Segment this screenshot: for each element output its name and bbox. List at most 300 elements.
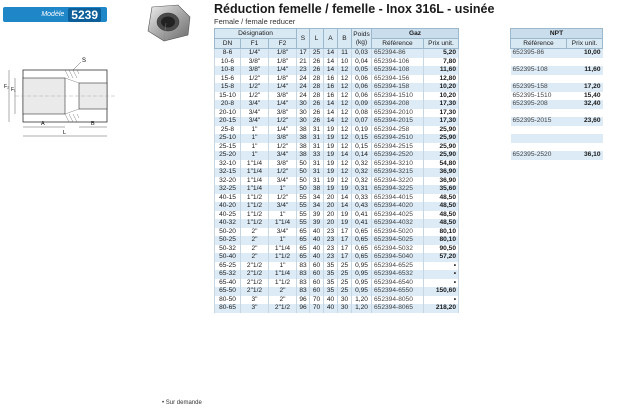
cell-a: 35 <box>324 279 338 288</box>
cell-f1: 2" <box>241 253 269 262</box>
cell-dn: 40-20 <box>215 202 241 211</box>
cell-b: 12 <box>338 75 352 84</box>
cell-price: • <box>424 262 459 271</box>
model-badge <box>3 7 107 22</box>
cell-f2: 3/4" <box>269 202 297 211</box>
cell-price: 48,50 <box>424 219 459 228</box>
cell-l: 60 <box>310 287 324 296</box>
table-row <box>215 219 459 228</box>
table-row <box>215 262 459 271</box>
table-row <box>215 168 459 177</box>
cell-price: 17,30 <box>424 109 459 118</box>
designation-header: Désignation <box>215 29 297 39</box>
gaz-price-header: Prix unit. <box>424 39 459 49</box>
table-row <box>215 100 459 109</box>
cell-b: 30 <box>338 304 352 313</box>
cell-price: 48,50 <box>424 211 459 220</box>
npt-cell-price <box>567 58 603 67</box>
table-row <box>215 270 459 279</box>
cell-price: 17,30 <box>424 100 459 109</box>
cell-f2: 1/4" <box>269 66 297 75</box>
cell-price: 7,80 <box>424 58 459 67</box>
cell-a: 14 <box>324 100 338 109</box>
cell-reference: 652394-4025 <box>372 211 424 220</box>
cell-s: 50 <box>297 160 310 169</box>
cell-poids: 0,95 <box>352 270 372 279</box>
technical-drawing <box>3 56 121 142</box>
cell-b: 17 <box>338 236 352 245</box>
cell-f1: 2"1/2 <box>241 279 269 288</box>
table-row <box>215 83 459 92</box>
cell-l: 25 <box>310 49 324 58</box>
cell-f2: 1/8" <box>269 75 297 84</box>
npt-cell-reference: 652395-158 <box>511 83 567 92</box>
cell-l: 28 <box>310 92 324 101</box>
cell-dn: 32-15 <box>215 168 241 177</box>
cell-f2: 2"1/2 <box>269 304 297 313</box>
cell-l: 26 <box>310 117 324 126</box>
npt-row <box>511 100 603 109</box>
npt-row <box>511 143 603 152</box>
cell-poids: 0,15 <box>352 134 372 143</box>
cell-poids: 0,09 <box>352 100 372 109</box>
cell-dn: 50-25 <box>215 236 241 245</box>
cell-f2: 1"1/4 <box>269 245 297 254</box>
cell-reference: 652394-8065 <box>372 304 424 313</box>
cell-l: 34 <box>310 194 324 203</box>
cell-a: 23 <box>324 236 338 245</box>
cell-dn: 25-10 <box>215 134 241 143</box>
cell-a: 19 <box>324 151 338 160</box>
cell-dn: 80-50 <box>215 296 241 305</box>
cell-s: 50 <box>297 168 310 177</box>
npt-row <box>511 151 603 160</box>
cell-l: 39 <box>310 211 324 220</box>
s-label: S <box>82 58 87 64</box>
cell-a: 19 <box>324 134 338 143</box>
cell-l: 28 <box>310 75 324 84</box>
cell-s: 50 <box>297 177 310 186</box>
cell-f1: 1/2" <box>241 75 269 84</box>
npt-row <box>511 83 603 92</box>
cell-dn: 50-40 <box>215 253 241 262</box>
cell-a: 35 <box>324 262 338 271</box>
cell-reference: 652394-5020 <box>372 228 424 237</box>
cell-dn: 65-50 <box>215 287 241 296</box>
table-row <box>215 92 459 101</box>
cell-price: 5,20 <box>424 49 459 58</box>
cell-f2: 1/4" <box>269 83 297 92</box>
product-photo <box>138 3 198 43</box>
cell-f2: 3/4" <box>269 228 297 237</box>
cell-b: 17 <box>338 228 352 237</box>
npt-cell-price: 11,60 <box>567 66 603 75</box>
cell-poids: 0,03 <box>352 49 372 58</box>
cell-poids: 0,65 <box>352 253 372 262</box>
npt-row <box>511 134 603 143</box>
cell-price: 25,90 <box>424 143 459 152</box>
cell-dn: 32-10 <box>215 160 241 169</box>
cell-reference: 652394-6550 <box>372 287 424 296</box>
cell-price: 11,60 <box>424 66 459 75</box>
cell-poids: 0,95 <box>352 279 372 288</box>
table-row <box>215 177 459 186</box>
cell-s: 21 <box>297 58 310 67</box>
poids-header: Poids (kg) <box>352 29 372 49</box>
npt-price-header: Prix unit. <box>567 39 603 49</box>
cell-f1: 3" <box>241 296 269 305</box>
cell-l: 26 <box>310 66 324 75</box>
npt-cell-reference <box>511 143 567 152</box>
a-label: A <box>41 121 45 127</box>
cell-reference: 652394-3220 <box>372 177 424 186</box>
cell-f1: 3/4" <box>241 100 269 109</box>
cell-dn: 15-10 <box>215 92 241 101</box>
cell-s: 30 <box>297 109 310 118</box>
table-row <box>215 49 459 58</box>
cell-dn: 15-8 <box>215 83 241 92</box>
cell-reference: 652394-6540 <box>372 279 424 288</box>
b-header: B <box>338 29 352 49</box>
cell-l: 40 <box>310 228 324 237</box>
cell-a: 35 <box>324 287 338 296</box>
cell-b: 12 <box>338 143 352 152</box>
cell-f2: 1" <box>269 211 297 220</box>
table-row <box>215 151 459 160</box>
cell-poids: 0,32 <box>352 177 372 186</box>
cell-reference: 652394-2510 <box>372 134 424 143</box>
cell-a: 40 <box>324 304 338 313</box>
cell-a: 20 <box>324 211 338 220</box>
cell-a: 16 <box>324 83 338 92</box>
cell-dn: 25-20 <box>215 151 241 160</box>
npt-cell-reference: 652395-2520 <box>511 151 567 160</box>
cell-a: 20 <box>324 219 338 228</box>
cell-dn: 40-15 <box>215 194 241 203</box>
cell-f2: 1" <box>269 262 297 271</box>
cell-a: 23 <box>324 253 338 262</box>
cell-b: 14 <box>338 202 352 211</box>
cell-reference: 652394-158 <box>372 83 424 92</box>
cell-reference: 652394-2515 <box>372 143 424 152</box>
f2-header: F2 <box>269 39 297 49</box>
cell-b: 12 <box>338 160 352 169</box>
cell-f2: 1/2" <box>269 168 297 177</box>
cell-reference: 652394-4015 <box>372 194 424 203</box>
cell-s: 83 <box>297 262 310 271</box>
cell-poids: 0,05 <box>352 66 372 75</box>
npt-reference-header: Référence <box>511 39 567 49</box>
cell-l: 31 <box>310 168 324 177</box>
cell-price: 48,50 <box>424 194 459 203</box>
npt-cell-reference <box>511 109 567 118</box>
cell-b: 30 <box>338 296 352 305</box>
cell-l: 31 <box>310 177 324 186</box>
cell-f1: 1" <box>241 151 269 160</box>
cell-f1: 1"1/4 <box>241 168 269 177</box>
cell-poids: 0,95 <box>352 287 372 296</box>
cell-poids: 0,15 <box>352 143 372 152</box>
cell-f2: 2" <box>269 287 297 296</box>
cell-l: 38 <box>310 185 324 194</box>
cell-s: 55 <box>297 194 310 203</box>
cell-f1: 1"1/2 <box>241 194 269 203</box>
table-row <box>215 134 459 143</box>
cell-l: 70 <box>310 304 324 313</box>
s-header: S <box>297 29 310 49</box>
npt-row <box>511 75 603 84</box>
npt-row <box>511 49 603 58</box>
cell-dn: 65-40 <box>215 279 241 288</box>
cell-f1: 1/4" <box>241 49 269 58</box>
cell-price: 90,50 <box>424 245 459 254</box>
cell-s: 30 <box>297 100 310 109</box>
cell-s: 83 <box>297 279 310 288</box>
table-row <box>215 236 459 245</box>
cell-b: 12 <box>338 177 352 186</box>
cell-l: 26 <box>310 109 324 118</box>
cell-dn: 32-25 <box>215 185 241 194</box>
cell-a: 23 <box>324 228 338 237</box>
cell-b: 17 <box>338 245 352 254</box>
cell-reference: 652394-3215 <box>372 168 424 177</box>
cell-s: 55 <box>297 219 310 228</box>
cell-l: 40 <box>310 245 324 254</box>
cell-reference: 652394-3210 <box>372 160 424 169</box>
cell-l: 39 <box>310 219 324 228</box>
b-label: B <box>91 121 95 127</box>
npt-row <box>511 58 603 67</box>
cell-poids: 0,41 <box>352 219 372 228</box>
cell-l: 60 <box>310 270 324 279</box>
cell-f2: 1/8" <box>269 49 297 58</box>
cell-a: 20 <box>324 202 338 211</box>
page-subtitle: Female / female reducer <box>214 17 296 26</box>
cell-a: 23 <box>324 245 338 254</box>
cell-dn: 40-25 <box>215 211 241 220</box>
cell-b: 12 <box>338 100 352 109</box>
npt-cell-reference: 652395-2015 <box>511 117 567 126</box>
cell-a: 19 <box>324 143 338 152</box>
cell-reference: 652394-6525 <box>372 262 424 271</box>
cell-b: 12 <box>338 109 352 118</box>
table-row <box>215 202 459 211</box>
table-row <box>215 109 459 118</box>
model-number: 5239 <box>68 8 101 22</box>
cell-b: 12 <box>338 126 352 135</box>
cell-f1: 3/4" <box>241 117 269 126</box>
cell-dn: 20-10 <box>215 109 241 118</box>
npt-row <box>511 109 603 118</box>
cell-price: 48,50 <box>424 202 459 211</box>
cell-poids: 0,32 <box>352 160 372 169</box>
cell-f2: 1"1/2 <box>269 253 297 262</box>
npt-cell-price: 23,60 <box>567 117 603 126</box>
cell-b: 25 <box>338 262 352 271</box>
f2-label: F₂ <box>4 84 9 90</box>
npt-cell-reference: 652395-108 <box>511 66 567 75</box>
cell-dn: 65-32 <box>215 270 241 279</box>
cell-l: 60 <box>310 279 324 288</box>
cell-s: 83 <box>297 270 310 279</box>
cell-reference: 652394-6532 <box>372 270 424 279</box>
table-row <box>215 58 459 67</box>
cell-f2: 1" <box>269 236 297 245</box>
cell-f2: 1" <box>269 185 297 194</box>
cell-b: 10 <box>338 58 352 67</box>
l-label: L <box>63 130 67 136</box>
cell-price: 25,90 <box>424 126 459 135</box>
cell-reference: 652394-2520 <box>372 151 424 160</box>
table-row <box>215 287 459 296</box>
cell-s: 17 <box>297 49 310 58</box>
npt-row <box>511 92 603 101</box>
cell-poids: 0,04 <box>352 58 372 67</box>
npt-cell-price <box>567 75 603 84</box>
cell-f2: 3/8" <box>269 160 297 169</box>
cell-l: 60 <box>310 262 324 271</box>
cell-f1: 2" <box>241 245 269 254</box>
npt-row <box>511 66 603 75</box>
cell-a: 40 <box>324 296 338 305</box>
cell-dn: 10-8 <box>215 66 241 75</box>
cell-f2: 3/8" <box>269 134 297 143</box>
dn-header: DN <box>215 39 241 49</box>
cell-b: 12 <box>338 134 352 143</box>
cell-price: • <box>424 270 459 279</box>
cell-f1: 2"1/2 <box>241 287 269 296</box>
cell-poids: 0,65 <box>352 228 372 237</box>
table-row <box>215 117 459 126</box>
cell-f1: 1"1/2 <box>241 219 269 228</box>
cell-f1: 1"1/4 <box>241 185 269 194</box>
cell-dn: 32-20 <box>215 177 241 186</box>
cell-reference: 652394-208 <box>372 100 424 109</box>
npt-header: NPT <box>511 29 603 39</box>
cell-l: 40 <box>310 236 324 245</box>
cell-poids: 0,31 <box>352 185 372 194</box>
cell-reference: 652394-4032 <box>372 219 424 228</box>
a-header: A <box>324 29 338 49</box>
cell-s: 65 <box>297 236 310 245</box>
npt-cell-price <box>567 143 603 152</box>
cell-s: 24 <box>297 83 310 92</box>
cell-l: 31 <box>310 126 324 135</box>
cell-f1: 2" <box>241 236 269 245</box>
l-header: L <box>310 29 324 49</box>
cell-f1: 3/8" <box>241 66 269 75</box>
table-row <box>215 211 459 220</box>
cell-f1: 2"1/2 <box>241 270 269 279</box>
cell-b: 11 <box>338 49 352 58</box>
cell-reference: 652394-4020 <box>372 202 424 211</box>
cell-price: 25,90 <box>424 151 459 160</box>
cell-reference: 652394-2010 <box>372 109 424 118</box>
cell-b: 17 <box>338 253 352 262</box>
cell-f2: 1"1/4 <box>269 219 297 228</box>
cell-price: 35,60 <box>424 185 459 194</box>
cell-b: 19 <box>338 185 352 194</box>
cell-reference: 652394-8050 <box>372 296 424 305</box>
cell-a: 19 <box>324 160 338 169</box>
cell-s: 30 <box>297 117 310 126</box>
cell-f2: 3/8" <box>269 109 297 118</box>
cell-l: 26 <box>310 100 324 109</box>
cell-a: 14 <box>324 49 338 58</box>
cell-poids: 0,07 <box>352 117 372 126</box>
cell-l: 28 <box>310 83 324 92</box>
npt-cell-reference <box>511 126 567 135</box>
table-row <box>215 126 459 135</box>
cell-f2: 1"1/2 <box>269 279 297 288</box>
cell-poids: 0,32 <box>352 168 372 177</box>
cell-b: 25 <box>338 287 352 296</box>
cell-f1: 1" <box>241 143 269 152</box>
table-row <box>215 160 459 169</box>
cell-f1: 1" <box>241 134 269 143</box>
cell-f1: 1"1/2 <box>241 202 269 211</box>
cell-reference: 652394-3225 <box>372 185 424 194</box>
cell-price: 12,80 <box>424 75 459 84</box>
npt-cell-price: 15,40 <box>583 91 601 99</box>
table-row <box>215 66 459 75</box>
cell-a: 20 <box>324 194 338 203</box>
cell-a: 16 <box>324 92 338 101</box>
cell-price: 150,60 <box>424 287 459 296</box>
cell-price: 80,10 <box>424 228 459 237</box>
cell-b: 12 <box>338 92 352 101</box>
cell-price: 25,90 <box>424 134 459 143</box>
footnote: • Sur demande <box>162 400 202 406</box>
cell-price: 10,20 <box>424 83 459 92</box>
cell-l: 70 <box>310 296 324 305</box>
cell-s: 23 <box>297 66 310 75</box>
page-title: Réduction femelle / femelle - Inox 316L - usinée <box>214 2 495 16</box>
cell-s: 55 <box>297 202 310 211</box>
cell-s: 65 <box>297 228 310 237</box>
table-row <box>215 228 459 237</box>
table-row <box>215 296 459 305</box>
cell-poids: 0,06 <box>352 83 372 92</box>
cell-f2: 1/8" <box>269 58 297 67</box>
cell-reference: 652394-156 <box>372 75 424 84</box>
cell-s: 96 <box>297 296 310 305</box>
cell-s: 50 <box>297 185 310 194</box>
cell-s: 38 <box>297 126 310 135</box>
cell-s: 96 <box>297 304 310 313</box>
cell-a: 35 <box>324 270 338 279</box>
cell-s: 65 <box>297 245 310 254</box>
cell-reference: 652394-1510 <box>372 92 424 101</box>
cell-b: 19 <box>338 219 352 228</box>
f1-label: F₁ <box>11 87 16 93</box>
cell-poids: 0,65 <box>352 245 372 254</box>
cell-a: 14 <box>324 58 338 67</box>
cell-reference: 652394-106 <box>372 58 424 67</box>
table-row <box>215 143 459 152</box>
cell-l: 31 <box>310 134 324 143</box>
cell-price: • <box>424 279 459 288</box>
cell-dn: 65-25 <box>215 262 241 271</box>
cell-l: 33 <box>310 151 324 160</box>
cell-a: 14 <box>324 109 338 118</box>
cell-a: 19 <box>324 126 338 135</box>
cell-a: 19 <box>324 185 338 194</box>
cell-f2: 1/2" <box>269 117 297 126</box>
npt-cell-reference <box>511 75 567 84</box>
cell-reference: 652394-258 <box>372 126 424 135</box>
cell-f1: 1/2" <box>241 83 269 92</box>
